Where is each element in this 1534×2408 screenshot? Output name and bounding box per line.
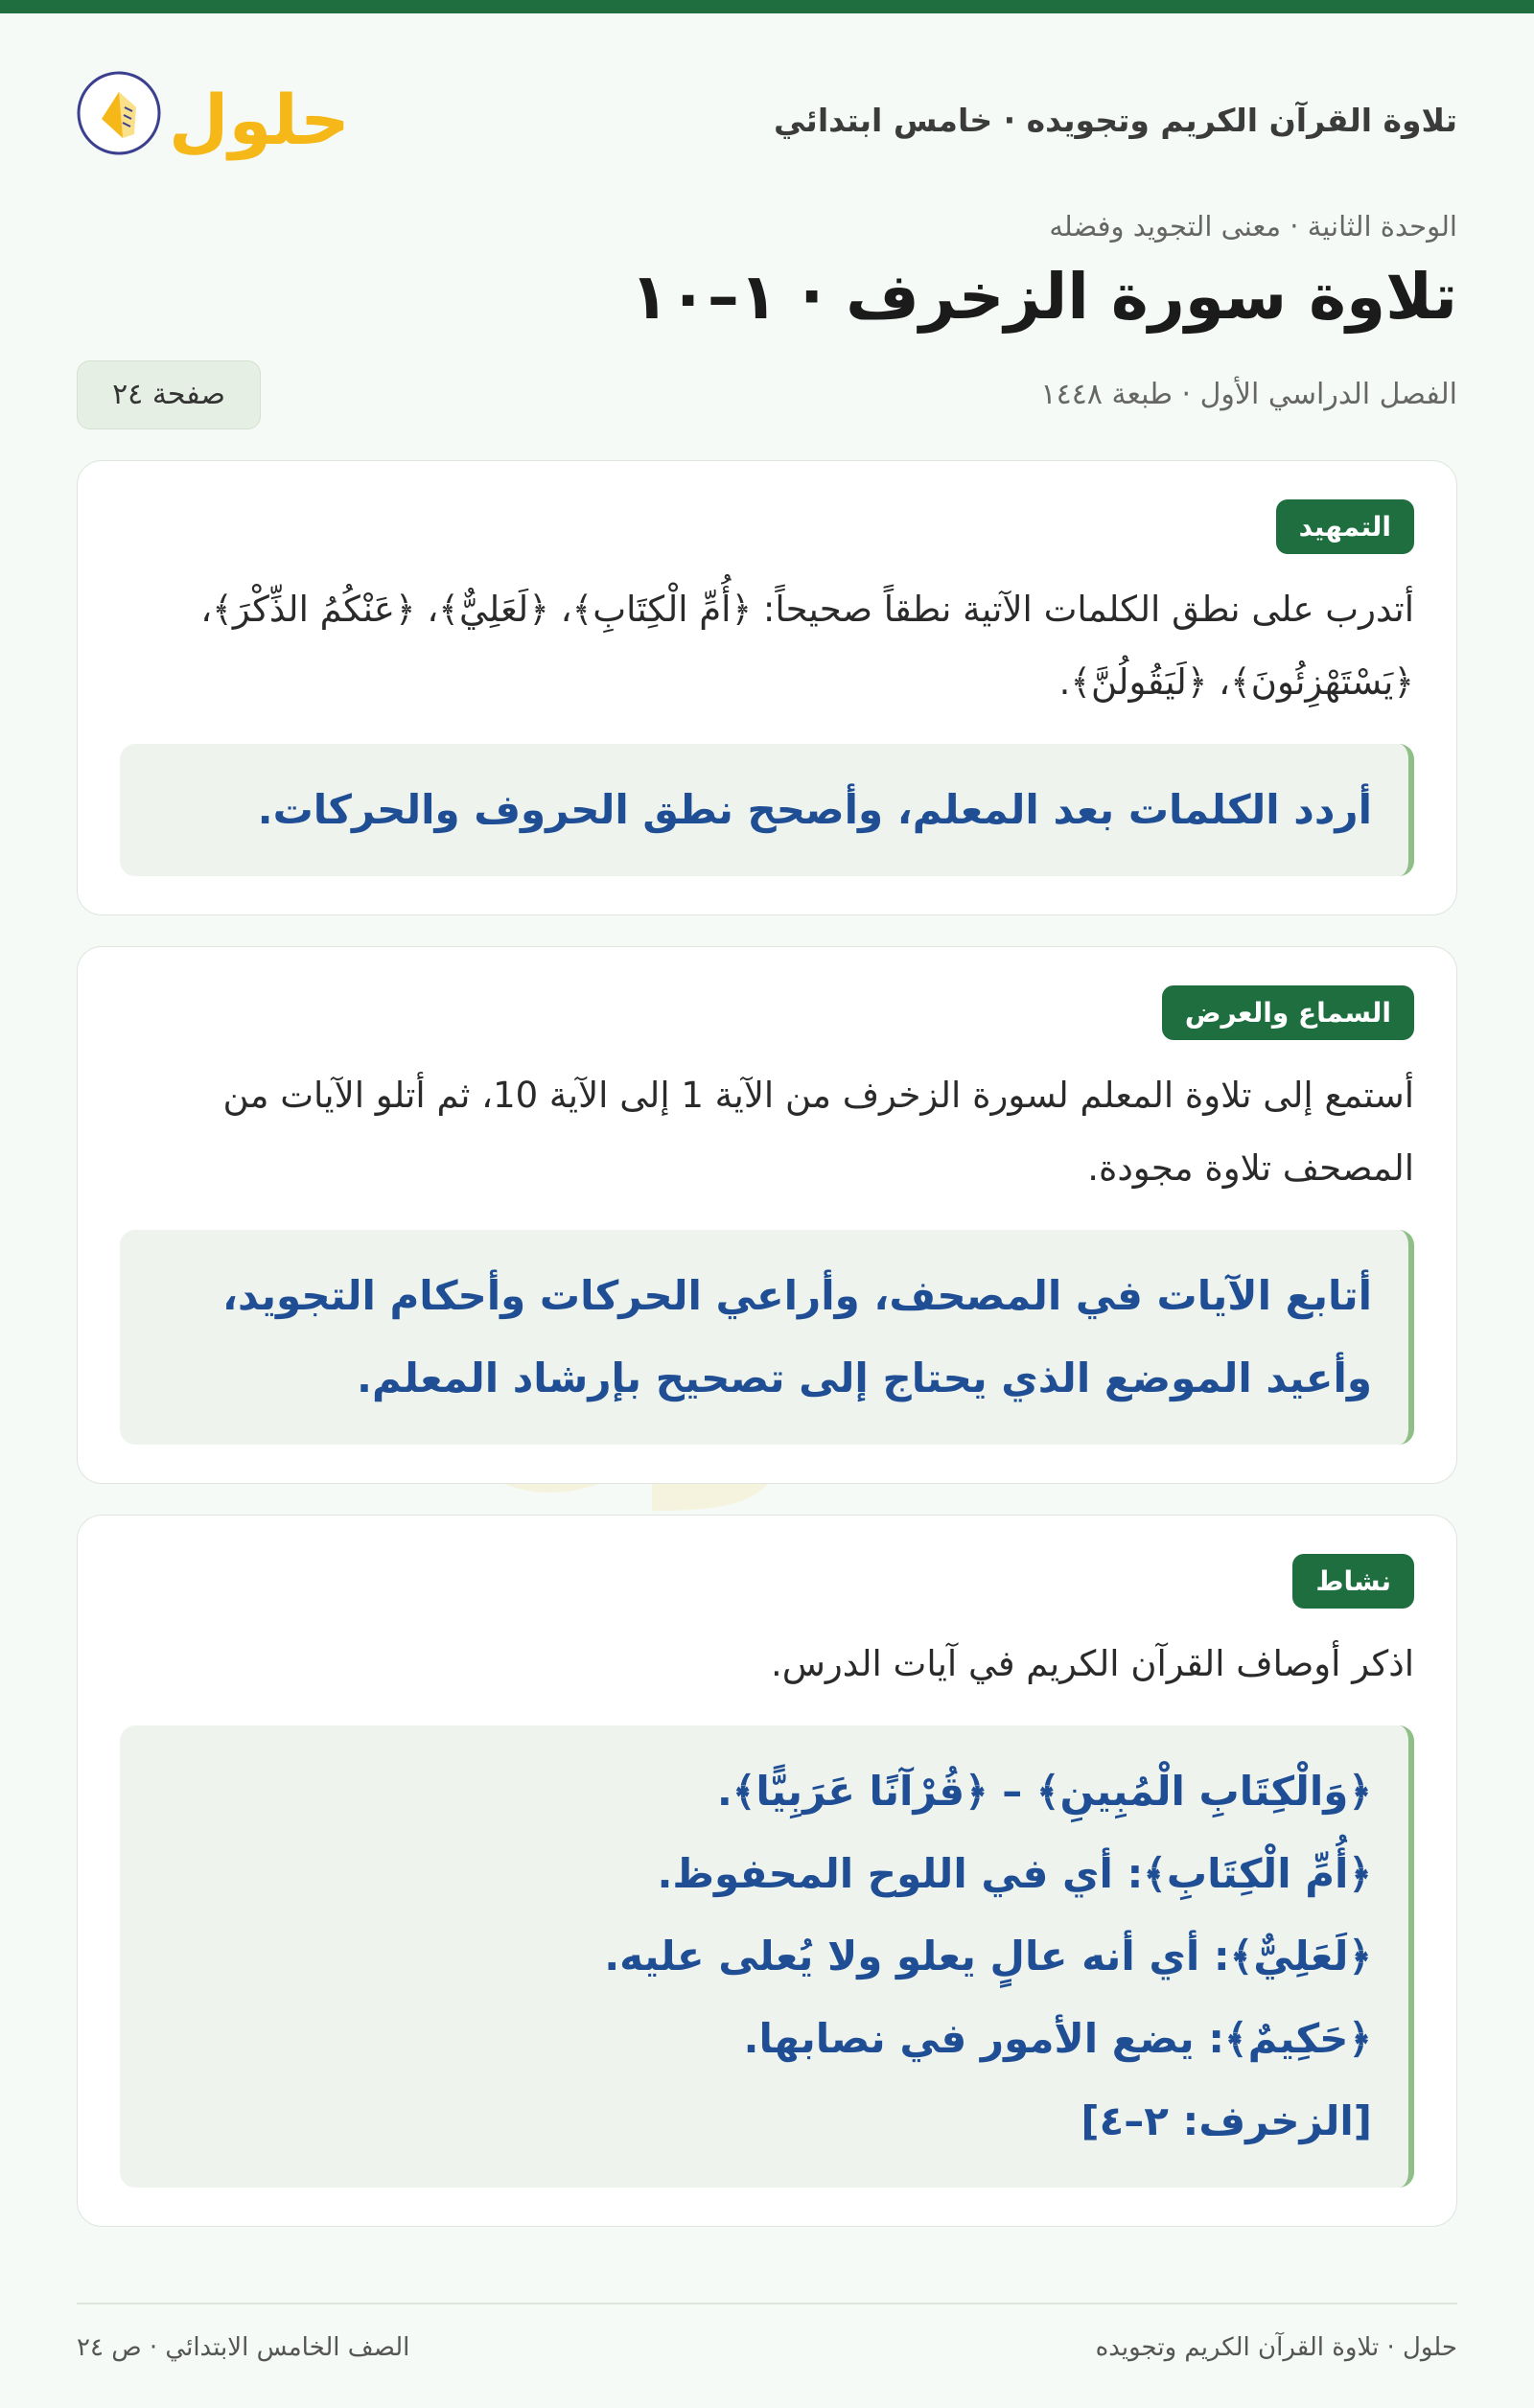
footer-grade-page: الصف الخامس الابتدائي · ص ٢٤ (77, 2333, 410, 2362)
lesson-title: تلاوة سورة الزخرف · ١–١٠ (630, 260, 1457, 334)
answer-box (120, 1230, 1414, 1445)
answer-box (120, 1725, 1414, 2188)
answer-line: أتابع الآيات في المصحف، وأراعي الحركات وأحكام التجويد، وأعيد الموضع الذي يحتاج إلى تصحيح بإرشاد المعلم. (222, 1272, 1372, 1401)
section-prompt: أتدرب على نطق الكلمات الآتية نطقاً صحيحاً: ﴿أُمِّ الْكِتَابِ﴾، ﴿لَعَلِيٌّ﴾، ﴿عَنْكُمُ الذِّكْرَ﴾، ﴿يَسْتَهْزِئُونَ﴾، ﴿لَيَقُولُنَّ﴾. (200, 589, 1414, 703)
answer-box (120, 744, 1414, 876)
section-tag: نشاط (1292, 1554, 1414, 1609)
answer-line: أردد الكلمات بعد المعلم، وأصحح نطق الحروف والحركات. (257, 786, 1372, 833)
top-accent-bar (0, 0, 1534, 13)
page-number-badge: صفحة ٢٤ (77, 360, 261, 429)
svg-text:حلول: حلول (169, 80, 350, 160)
breadcrumb: الوحدة الثانية · معنى التجويد وفضله (1049, 210, 1457, 243)
section-card-activity (77, 1515, 1457, 2227)
section-prompt: أستمع إلى تلاوة المعلم لسورة الزخرف من الآية 1 إلى الآية 10، ثم أتلو الآيات من المصحف تلاوة مجودة. (222, 1075, 1414, 1189)
answer-line: ﴿وَالْكِتَابِ الْمُبِينِ﴾ – ﴿قُرْآنًا عَرَبِيًّا﴾. (716, 1768, 1372, 1815)
answer-line: [الزخرف: ٢–٤] (1081, 2097, 1372, 2144)
semester-meta: الفصل الدراسي الأول · طبعة ١٤٤٨ (1040, 378, 1457, 411)
answer-line: ﴿لَعَلِيٌّ﴾: أي أنه عالٍ يعلو ولا يُعلى عليه. (604, 1933, 1372, 1980)
footer-book-title: حلول · تلاوة القرآن الكريم وتجويده (1095, 2333, 1457, 2362)
section-card-intro (77, 460, 1457, 915)
logo-book-icon (77, 65, 355, 161)
page-footer (77, 2303, 1457, 2362)
answer-line: ﴿حَكِيمٌ﴾: يضع الأمور في نصابها. (743, 2015, 1372, 2062)
section-card-listening (77, 946, 1457, 1484)
answer-line: ﴿أُمِّ الْكِتَابِ﴾: أي في اللوح المحفوظ. (657, 1850, 1372, 1897)
section-tag: التمهيد (1276, 499, 1414, 554)
meta-row (77, 360, 1457, 433)
brand-logo[interactable] (77, 65, 355, 161)
document-title: تلاوة القرآن الكريم وتجويده · خامس ابتدائي (774, 102, 1457, 139)
section-prompt: اذكر أوصاف القرآن الكريم في آيات الدرس. (771, 1643, 1414, 1684)
page-content (77, 13, 1457, 2258)
section-tag: السماع والعرض (1162, 985, 1414, 1040)
page-header (77, 13, 1457, 210)
